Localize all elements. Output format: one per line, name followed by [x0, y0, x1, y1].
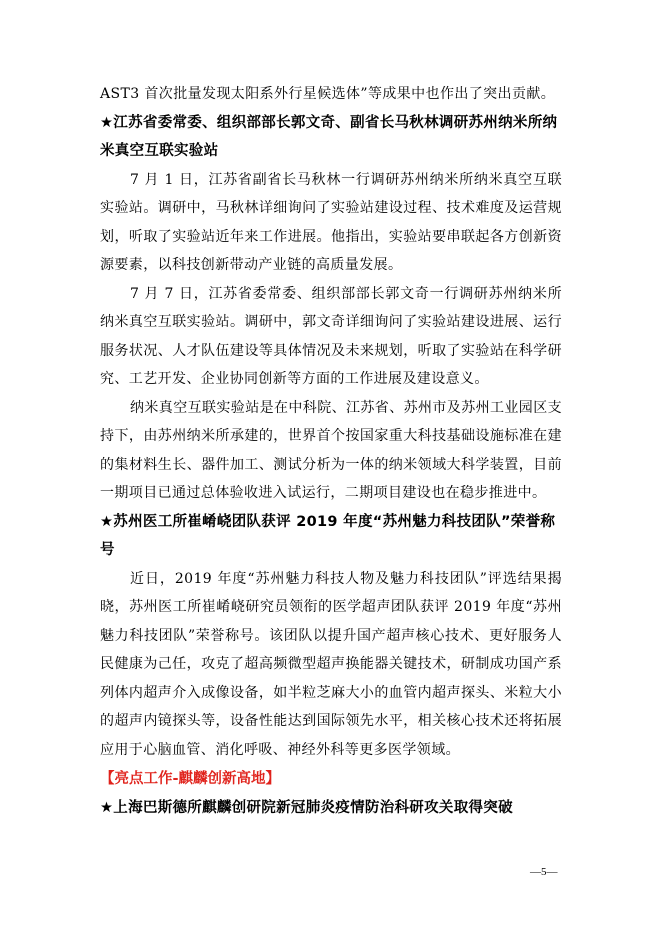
- news-heading-pasteur-covid: ★上海巴斯德所麒麟创研院新冠肺炎疫情防治科研攻关取得突破: [100, 800, 513, 816]
- page-number: —5—: [530, 866, 558, 878]
- paragraph-ultrasound-team: 近日，2019 年度“苏州魅力科技人物及魅力科技团队”评选结果揭晓，苏州医工所崔崤峣研究员领衔的医学超声团队获评 2019 年度“苏州魅力科技团队”荣誉称号。该团队以提升国产超声核心技术、更好服务人民健康为己任，攻克了超高频微型超声换能器关键技术，研制成功国产系列体内超声介入成像设备，如半粒芝麻大小的血管内超声探头、米粒大小的超声内镜探头等，设备性能达到国际领先水平，相关核心技术还将拓展应用于心脑血管、消化呼吸、神经外科等更多医学领域。: [100, 570, 562, 758]
- paragraph-july-1-visit: 7 月 1 日，江苏省副省长马秋林一行调研苏州纳米所纳米真空互联实验站。调研中，马秋林详细询问了实验站建设过程、技术难度及运营规划，听取了实验站近年来工作进展。他指出，实验站要串联起各方创新资源要素，以科技创新带动产业链的高质量发展。: [100, 171, 562, 273]
- news-heading-nano-vacuum-station: ★江苏省委常委、组织部部长郭文奇、副省长马秋林调研苏州纳米所纳米真空互联实验站: [100, 114, 558, 159]
- document-body: [100, 80, 562, 823]
- paragraph-july-7-visit: 7 月 7 日，江苏省委常委、组织部部长郭文奇一行调研苏州纳米所纳米真空互联实验站。调研中，郭文奇详细询问了实验站建设进展、运行服务状况、人才队伍建设等具体情况及未来规划，听取了实验站在科学研究、工艺开发、企业协同创新等方面的工作进展及建设意义。: [100, 285, 562, 387]
- paragraph-continuation: AST3 首次批量发现太阳系外行星候选体”等成果中也作出了突出贡献。: [100, 86, 556, 102]
- paragraph-station-overview: 纳米真空互联实验站是在中科院、江苏省、苏州市及苏州工业园区支持下，由苏州纳米所承建的，世界首个按国家重大科技基础设施标准在建的集材料生长、器件加工、测试分析为一体的纳米领域大科学装置，目前一期项目已通过总体验收进入试运行，二期项目建设也在稳步推进中。: [100, 399, 562, 501]
- news-heading-ultrasound-team: ★苏州医工所崔崤峣团队获评 2019 年度“苏州魅力科技团队”荣誉称号: [100, 513, 556, 558]
- section-label-highlight: 【亮点工作-麒麟创新高地】: [100, 771, 281, 787]
